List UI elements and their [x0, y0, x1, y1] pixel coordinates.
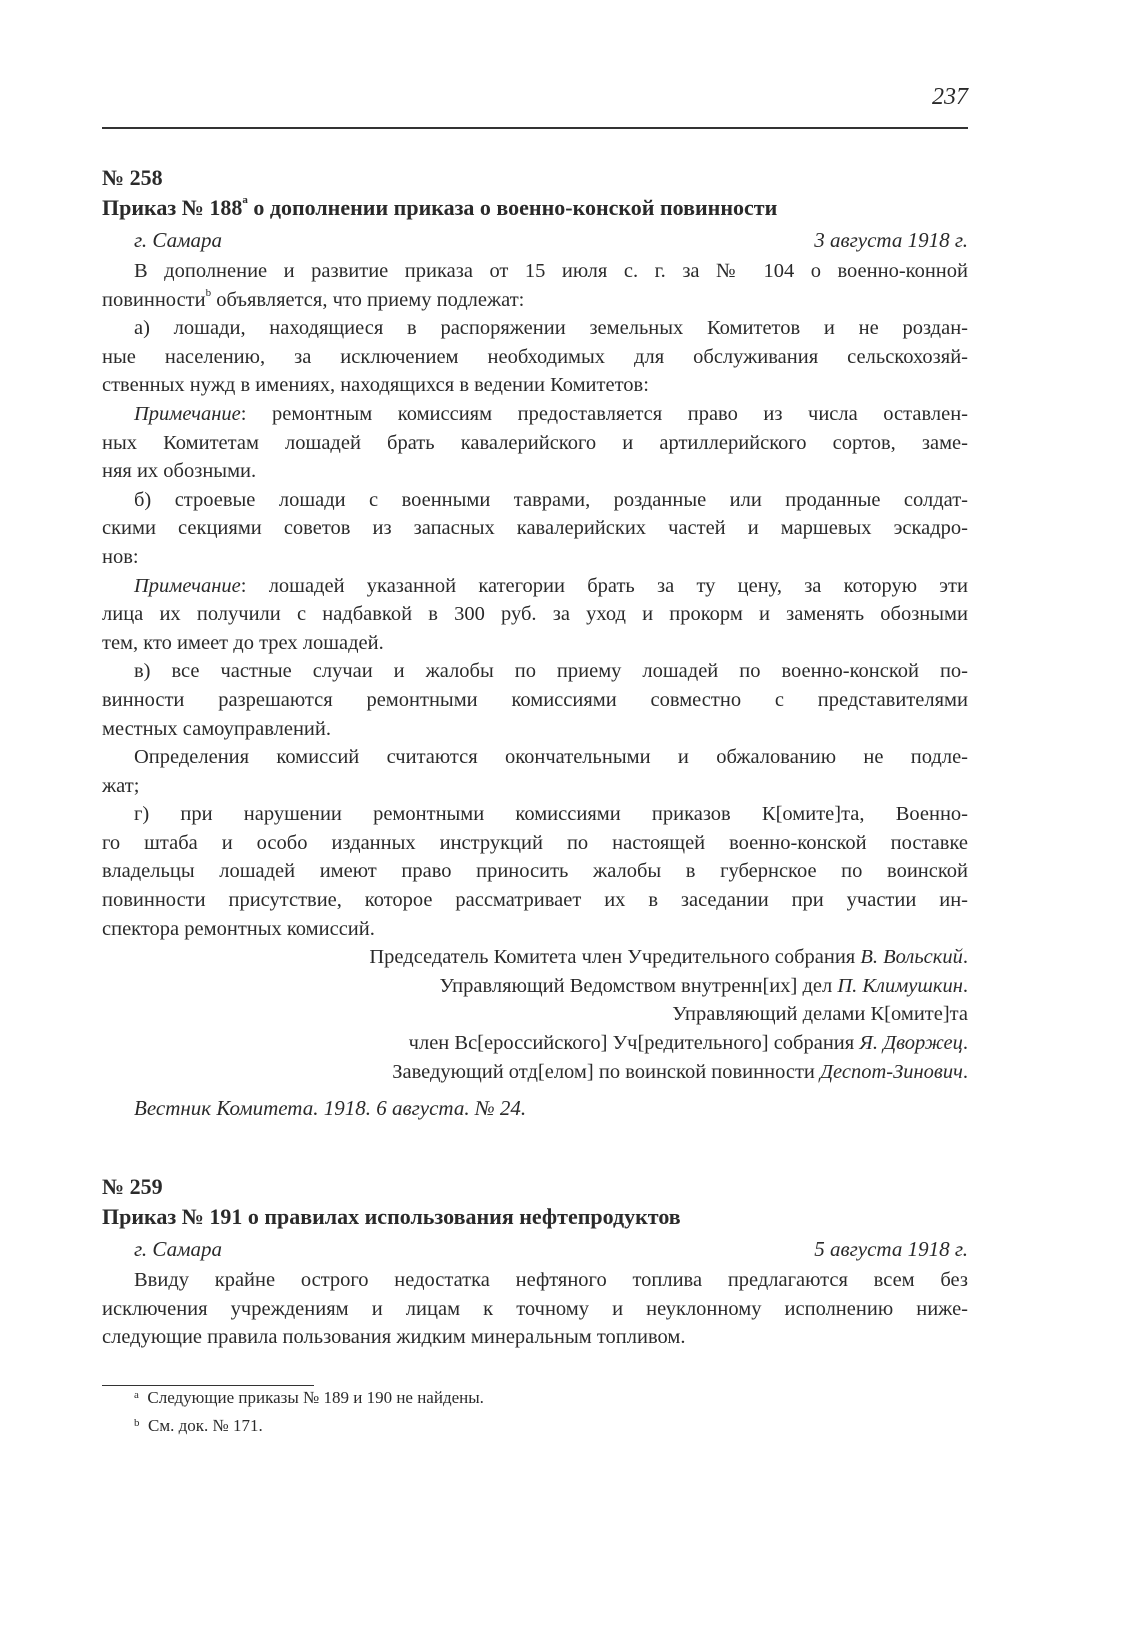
text-run: няя их обозными. [102, 460, 257, 483]
signature-line [102, 1029, 968, 1058]
text-run: местных самоуправлений. [102, 717, 331, 740]
text-line [102, 314, 968, 343]
signature-line [102, 1000, 968, 1029]
source-citation: Вестник Комитета. 1918. 6 августа. № 24. [134, 1096, 527, 1121]
footnote-mark: b [134, 1417, 140, 1429]
header-rule [102, 127, 968, 129]
text-run: ных Комитетам лошадей брать кавалерийского и артиллерийского сортов, заме- [102, 431, 968, 454]
text-line [102, 286, 968, 315]
text-run: : ремонтным комиссиям предоставляется право из числа оставлен- [240, 402, 968, 425]
text-line [102, 1323, 968, 1352]
text-run: скими секциями советов из запасных кавалерийских частей и маршевых эскадро- [102, 517, 968, 540]
text-run: П. Климушкин [837, 974, 963, 997]
footnote-b [134, 1416, 263, 1436]
text-run: тем, кто имеет до трех лошадей. [102, 631, 384, 654]
text-run: Деспот-Зинович [820, 1060, 963, 1083]
footnote-text: См. док. № 171. [148, 1416, 263, 1435]
text-run: а) лошади, находящиеся в распоряжении земельных Комитетов и не роздан- [134, 317, 968, 340]
footnote-ref: b [205, 286, 212, 299]
signatures [102, 943, 968, 1086]
text-line [102, 886, 968, 915]
text-line [102, 371, 968, 400]
text-line [102, 915, 968, 944]
text-line [102, 715, 968, 744]
text-line [102, 857, 968, 886]
text-run: Председатель Комитета член Учредительного собрания [369, 946, 861, 969]
text-run: . [962, 946, 968, 969]
text-run: Определения комиссий считаются окончательными и обжалованию не подле- [134, 746, 968, 769]
text-run: владельцы лошадей имеют право приносить жалобы в губернское по воинской [102, 860, 968, 883]
footnote-rule [102, 1385, 314, 1386]
place: г. Самара [134, 1237, 222, 1261]
document-258 [102, 163, 968, 1121]
text-run: лица их получили с надбавкой в 300 руб. за уход и прокорм и заменять обозными [102, 603, 968, 626]
text-run: исключения учреждениям и лицам к точному и неуклонному исполнению ниже- [102, 1297, 968, 1320]
text-run: Приказ № 191 о правилах использования нефтепродуктов [102, 1204, 681, 1229]
date: 5 августа 1918 г. [814, 1237, 968, 1261]
document-number: № 258 [102, 165, 163, 190]
text-run: . [962, 1060, 968, 1083]
text-line [102, 486, 968, 515]
text-run: объявляется, что приему подлежат: [211, 288, 525, 311]
text-line [102, 572, 968, 601]
text-line [102, 457, 968, 486]
text-run: член Вс[ероссийского] Уч[редительного] собрания [408, 1032, 860, 1055]
text-run: : лошадей указанной категории брать за ту цену, за которую эти [240, 574, 968, 597]
text-run: Управляющий Ведомством внутренн[их] дел [439, 974, 838, 997]
text-run: жат; [102, 774, 140, 797]
text-run: повинности присутствие, которое рассматривает их в заседании при участии ин- [102, 889, 968, 912]
document-title [102, 193, 968, 223]
date: 3 августа 1918 г. [814, 228, 968, 252]
text-run: о дополнении приказа о военно-конской повинности [247, 195, 778, 220]
text-run: Приказ № 188 [102, 195, 243, 220]
text-line [102, 629, 968, 658]
signature-line [102, 943, 968, 972]
text-run: Управляющий делами К[омите]та [672, 1003, 968, 1026]
text-run: ственных нужд в имениях, находящихся в ведении Комитетов: [102, 374, 649, 397]
text-line [102, 514, 968, 543]
signature-line [102, 1058, 968, 1087]
page-number: 237 [932, 84, 968, 110]
document-body [102, 257, 968, 943]
text-line [102, 743, 968, 772]
text-run: Ввиду крайне острого недостатка нефтяного топлива предлагаются всем без [134, 1269, 968, 1291]
text-line [102, 343, 968, 372]
text-run: г) при нарушении ремонтными комиссиями приказов К[омите]та, Военно- [134, 803, 968, 826]
text-line [102, 429, 968, 458]
document-title [102, 1202, 968, 1232]
footnote-text: Следующие приказы № 189 и 190 не найдены. [147, 1388, 484, 1407]
text-line [102, 800, 968, 829]
document-259 [102, 1172, 968, 1352]
document-number: № 259 [102, 1174, 163, 1199]
text-run: . [962, 974, 968, 997]
text-line [102, 772, 968, 801]
text-run: Заведующий отд[елом] по воинской повинности [392, 1060, 821, 1083]
place-date-line [102, 1232, 968, 1266]
text-run: повинности [102, 288, 206, 311]
text-run: го штаба и особо изданных инструкций по настоящей военно-конской поставке [102, 831, 968, 854]
text-run: спектора ремонтных комиссий. [102, 917, 375, 940]
text-line [102, 657, 968, 686]
text-line [102, 1266, 968, 1295]
text-run: в) все частные случаи и жалобы по приему лошадей по военно-конской по- [134, 660, 968, 683]
text-run: В дополнение и развитие приказа от 15 июля с. г. за № 104 о военно-конной [134, 260, 968, 282]
text-run: В. Вольский [860, 946, 963, 969]
text-line [102, 600, 968, 629]
text-line [102, 829, 968, 858]
text-run: Примечание [134, 574, 241, 597]
place: г. Самара [134, 228, 222, 252]
place-date-line [102, 223, 968, 257]
signature-line [102, 972, 968, 1001]
text-run: б) строевые лошади с военными таврами, розданные или проданные солдат- [134, 488, 968, 511]
text-run: . [962, 1032, 968, 1055]
text-line [102, 1295, 968, 1324]
footnote-mark: a [134, 1389, 139, 1401]
footnote-a [134, 1388, 484, 1408]
text-line [102, 543, 968, 572]
footnote-ref: a [242, 194, 248, 206]
text-run: Я. Дворжец [859, 1032, 963, 1055]
document-body [102, 1266, 968, 1352]
text-run: следующие правила пользования жидким минеральным топливом. [102, 1326, 686, 1349]
text-run: ные населению, за исключением необходимых для обслуживания сельскохозяй- [102, 345, 968, 368]
text-line [102, 400, 968, 429]
text-line [102, 686, 968, 715]
text-run: винности разрешаются ремонтными комиссиями совместно с представителями [102, 688, 968, 711]
text-run: нов: [102, 545, 139, 568]
text-line [102, 257, 968, 286]
text-run: Примечание [134, 402, 241, 425]
